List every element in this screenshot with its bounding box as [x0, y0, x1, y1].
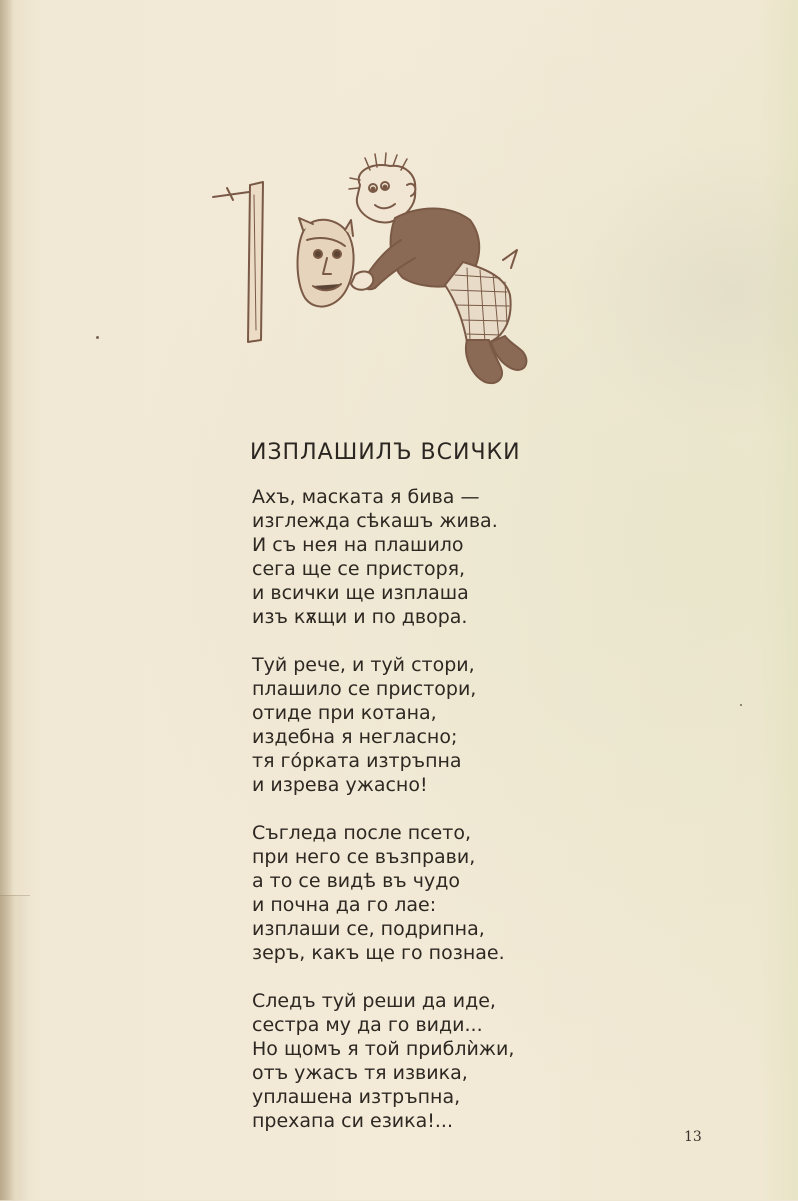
- poem-line: Следъ туй реши да иде,: [252, 990, 496, 1012]
- poem-line: Ахъ, маската я бива —: [252, 486, 480, 508]
- poem-line: изглежда сѣкашъ жива.: [252, 510, 498, 532]
- poem-body: [252, 485, 582, 1157]
- poem-line: издебна я негласно;: [252, 726, 458, 748]
- stanza: [252, 653, 582, 797]
- poem-line: и изрева ужасно!: [252, 774, 428, 796]
- speck: [740, 704, 742, 706]
- poem-line: изплаши се, подрипна,: [252, 918, 485, 940]
- poem-line: И съ нея на плашило: [252, 534, 464, 556]
- poem-line: сега ще се присторя,: [252, 558, 466, 580]
- poem-line: отъ ужасъ тя извика,: [252, 1062, 468, 1084]
- poem-line: а то се видѣ въ чудо: [252, 870, 460, 892]
- ink-bleed-through: [568, 140, 798, 440]
- poem-line: сестра му да го види...: [252, 1014, 483, 1036]
- poem-line: прехапа си езика!...: [252, 1110, 453, 1132]
- poem-line: зеръ, какъ ще го познае.: [252, 942, 505, 964]
- poem-line: тя гóрката изтръпна: [252, 750, 462, 772]
- poem-line: и всички ще изплаша: [252, 582, 469, 604]
- poem-line: изъ кѫщи и по двора.: [252, 606, 468, 628]
- poem-line: Но щомъ я той приблѝжи,: [252, 1038, 515, 1060]
- poem-line: уплашена изтръпна,: [252, 1086, 461, 1108]
- poem-line: при него се възправи,: [252, 846, 476, 868]
- poem-line: Туй рече, и туй стори,: [252, 654, 475, 676]
- stanza: [252, 821, 582, 965]
- speck: [96, 336, 99, 339]
- poem-line: отиде при котана,: [252, 702, 437, 724]
- boy-with-mask-illustration: [205, 150, 540, 395]
- poem-title: ИЗПЛАШИЛЪ ВСИЧКИ: [250, 440, 521, 465]
- poem-line: Съгледа после псето,: [252, 822, 471, 844]
- page-fold: [0, 895, 30, 1201]
- poem-line: плашило се пристори,: [252, 678, 477, 700]
- stanza: [252, 485, 582, 629]
- poem-line: и почна да го лае:: [252, 894, 437, 916]
- stanza: [252, 989, 582, 1133]
- page-number: 13: [684, 1129, 702, 1145]
